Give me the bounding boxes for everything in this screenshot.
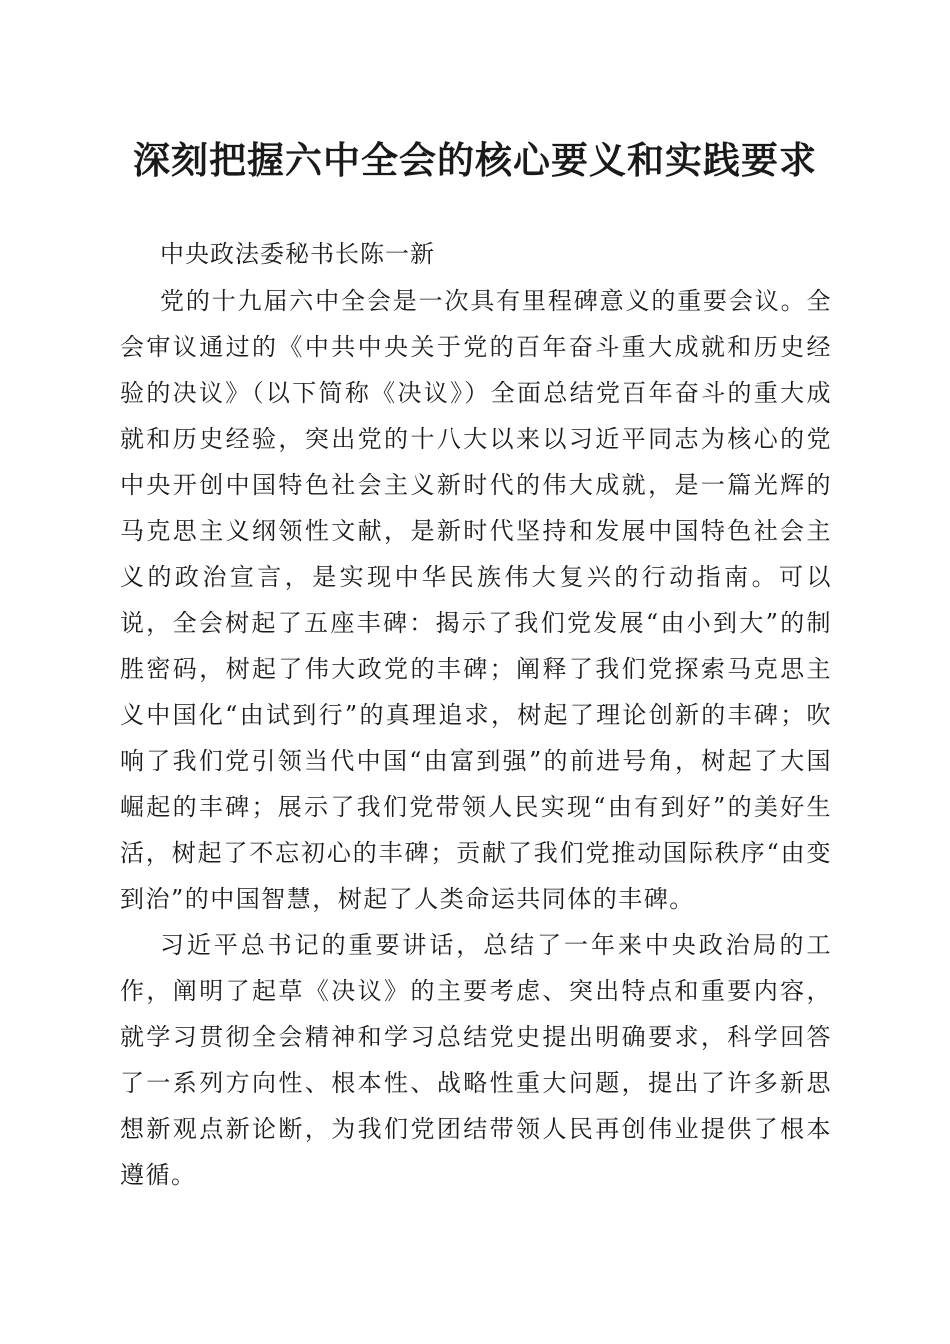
author-line: 中央政法委秘书长陈一新 <box>160 240 435 268</box>
body-paragraph: 党的十九届六中全会是一次具有里程碑意义的重要会议。全会审议通过的《中共中央关于党的百年奋斗重大成就和历史经验的决议》（以下简称《决议》）全面总结党百年奋斗的重大成就和历史经验，突出党的十八大以来以习近平同志为核心的党中央开创中国特色社会主义新时代的伟大成就，是一篇光辉的马克思主义纲领性文献，是新时代坚持和发展中国特色社会主义的政治宣言，是实现中华民族伟大复兴的行动指南。可以说，全会树起了五座丰碑：揭示了我们党发展“由小到大”的制胜密码，树起了伟大政党的丰碑；阐释了我们党探索马克思主义中国化“由试到行”的真理追求，树起了理论创新的丰碑；吹响了我们党引领当代中国“由富到强”的前进号角，树起了大国崛起的丰碑；展示了我们党带领人民实现“由有到好”的美好生活，树起了不忘初心的丰碑；贡献了我们党推动国际秩序“由变到治”的中国智慧，树起了人类命运共同体的丰碑。 <box>120 287 832 913</box>
document-body <box>120 278 832 1198</box>
body-paragraph: 习近平总书记的重要讲话，总结了一年来中央政治局的工作，阐明了起草《决议》的主要考虑、突出特点和重要内容，就学习贯彻全会精神和学习总结党史提出明确要求，科学回答了一系列方向性、根本性、战略性重大问题，提出了许多新思想新观点新论断，为我们党团结带领人民再创伟业提供了根本遵循。 <box>120 931 832 1189</box>
document-title: 深刻把握六中全会的核心要义和实践要求 <box>133 138 817 182</box>
